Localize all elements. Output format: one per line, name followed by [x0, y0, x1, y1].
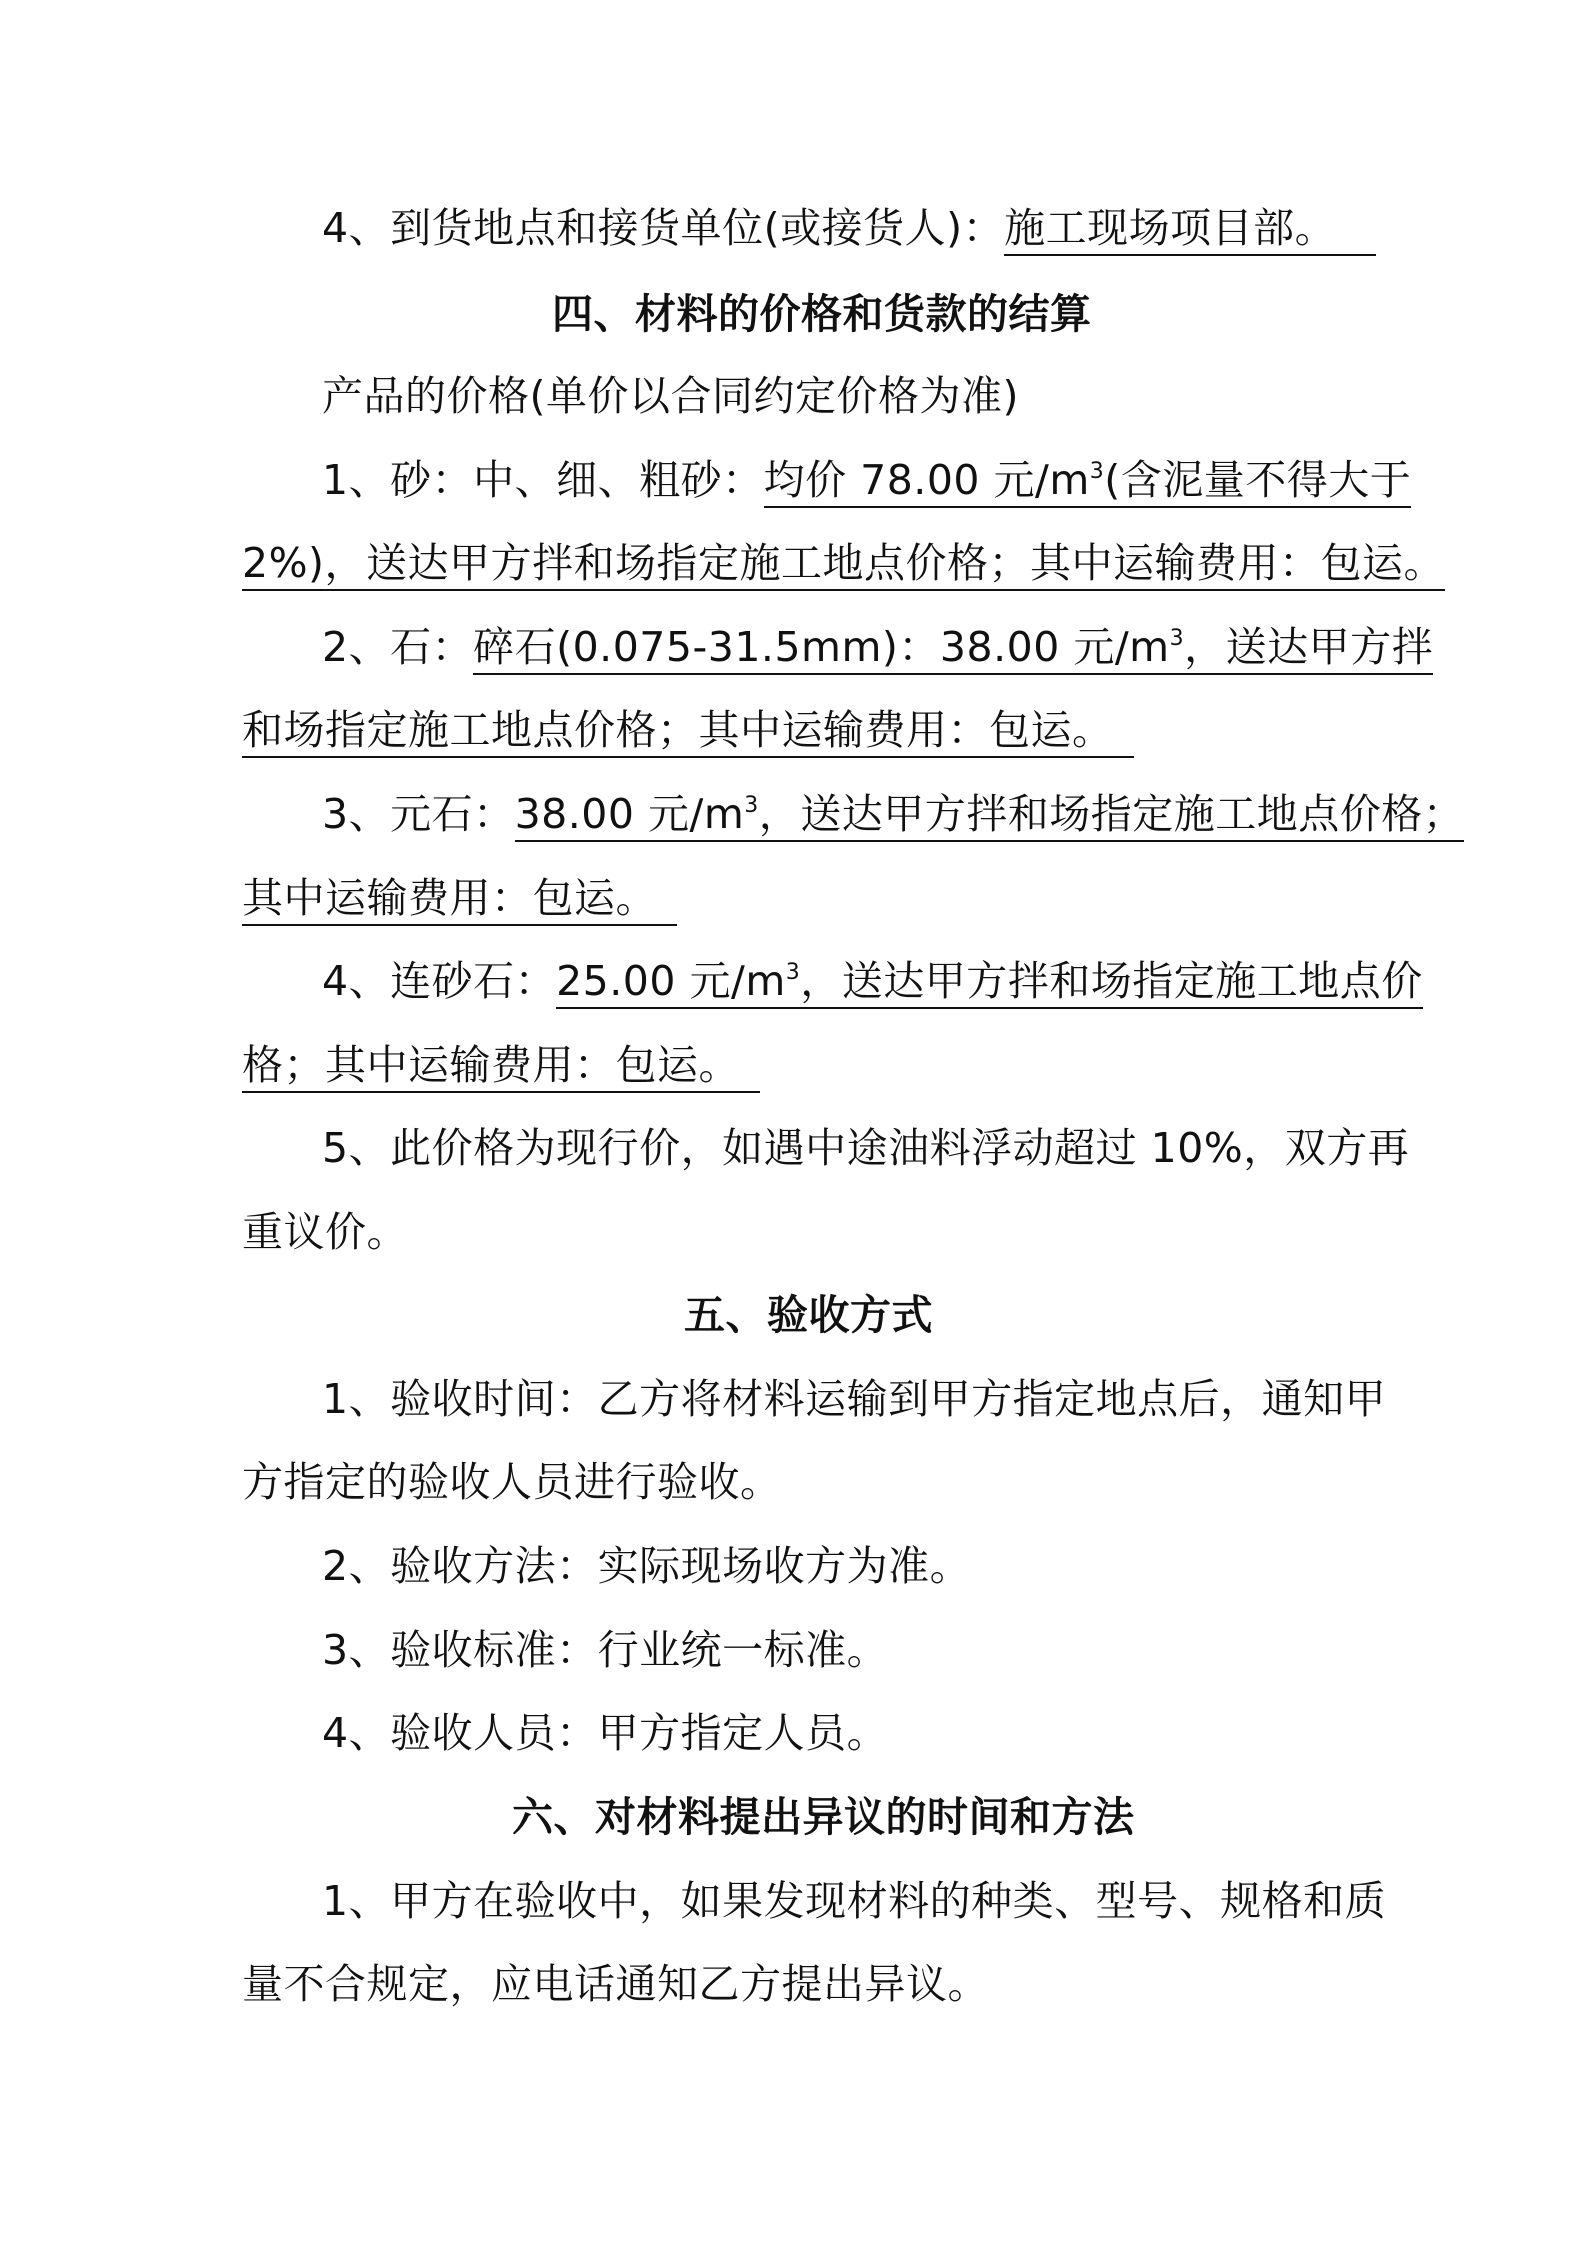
price-item-3-cont: 其中运输费用：包运。 [242, 874, 677, 926]
inspection-item-1-line2: 方指定的验收人员进行验收。 [242, 1458, 782, 1506]
price-item-4-line2 [242, 1035, 760, 1095]
price-item-5-line1: 5、此价格为现行价，如遇中途油料浮动超过 10%，双方再 [322, 1124, 1410, 1172]
price-item-1-value [764, 456, 1412, 508]
price-item-2-prefix: 2、石： [322, 623, 474, 671]
price-item-3-line2 [242, 868, 677, 928]
price-item-1-line1 [322, 450, 1411, 510]
price-item-4-prefix: 4、连砂石： [322, 957, 557, 1005]
price-item-4-line1 [322, 951, 1423, 1011]
superscript-3: 3 [744, 793, 759, 818]
superscript-3: 3 [1089, 459, 1105, 484]
delivery-label: 4、到货地点和接货单位(或接货人)： [322, 204, 1005, 252]
price-item-3-value [515, 790, 1465, 842]
price-item-2-note: ，送达甲方拌 [1184, 623, 1434, 671]
price-item-3-line1 [322, 784, 1464, 844]
section4-title: 四、材料的价格和货款的结算 [552, 290, 1092, 338]
price-item-1-prefix: 1、砂：中、细、粗砂： [322, 456, 764, 504]
price-item-1-unit: 均价 78.00 元/m [763, 456, 1090, 504]
superscript-3: 3 [785, 960, 801, 985]
price-item-2-unit: 碎石(0.075-31.5mm)：38.00 元/m [473, 623, 1170, 671]
inspection-item-4: 4、验收人员：甲方指定人员。 [322, 1709, 889, 1757]
objection-item-1-line1: 1、甲方在验收中，如果发现材料的种类、型号、规格和质 [322, 1877, 1387, 1925]
inspection-item-2: 2、验收方法：实际现场收方为准。 [322, 1542, 972, 1590]
price-item-2-line1 [322, 617, 1433, 677]
price-item-1-note: (含泥量不得大于 [1104, 456, 1412, 504]
inspection-item-3: 3、验收标准：行业统一标准。 [322, 1626, 889, 1674]
superscript-3: 3 [1169, 626, 1185, 651]
section6-title: 六、对材料提出异议的时间和方法 [512, 1793, 1135, 1841]
inspection-item-1-line1: 1、验收时间：乙方将材料运输到甲方指定地点后，通知甲 [322, 1375, 1387, 1423]
section5-title: 五、验收方式 [684, 1291, 933, 1339]
section4-intro: 产品的价格(单价以合同约定价格为准) [322, 372, 1019, 420]
price-item-2-value [473, 623, 1433, 675]
price-item-1-cont: 2%)，送达甲方拌和场指定施工地点价格；其中运输费用：包运。 [242, 539, 1445, 591]
objection-item-1-line2: 量不合规定，应电话通知乙方提出异议。 [242, 1960, 989, 2008]
price-item-3-note: ，送达甲方拌和场指定施工地点价格； [758, 790, 1465, 838]
price-item-3-prefix: 3、元石： [322, 790, 515, 838]
price-item-4-note: ，送达甲方拌和场指定施工地点价 [800, 957, 1423, 1005]
price-item-2-line2 [242, 700, 1134, 760]
price-item-3-unit: 38.00 元/m [514, 790, 745, 838]
price-item-1-line2 [242, 533, 1445, 593]
price-item-4-unit: 25.00 元/m [556, 957, 786, 1005]
delivery-item [322, 198, 1376, 258]
price-item-2-cont: 和场指定施工地点价格；其中运输费用：包运。 [242, 706, 1134, 758]
price-item-4-value [556, 957, 1423, 1009]
delivery-value: 施工现场项目部。 [1004, 204, 1376, 256]
price-item-5-line2: 重议价。 [242, 1208, 408, 1256]
price-item-4-cont: 格；其中运输费用：包运。 [242, 1041, 760, 1093]
